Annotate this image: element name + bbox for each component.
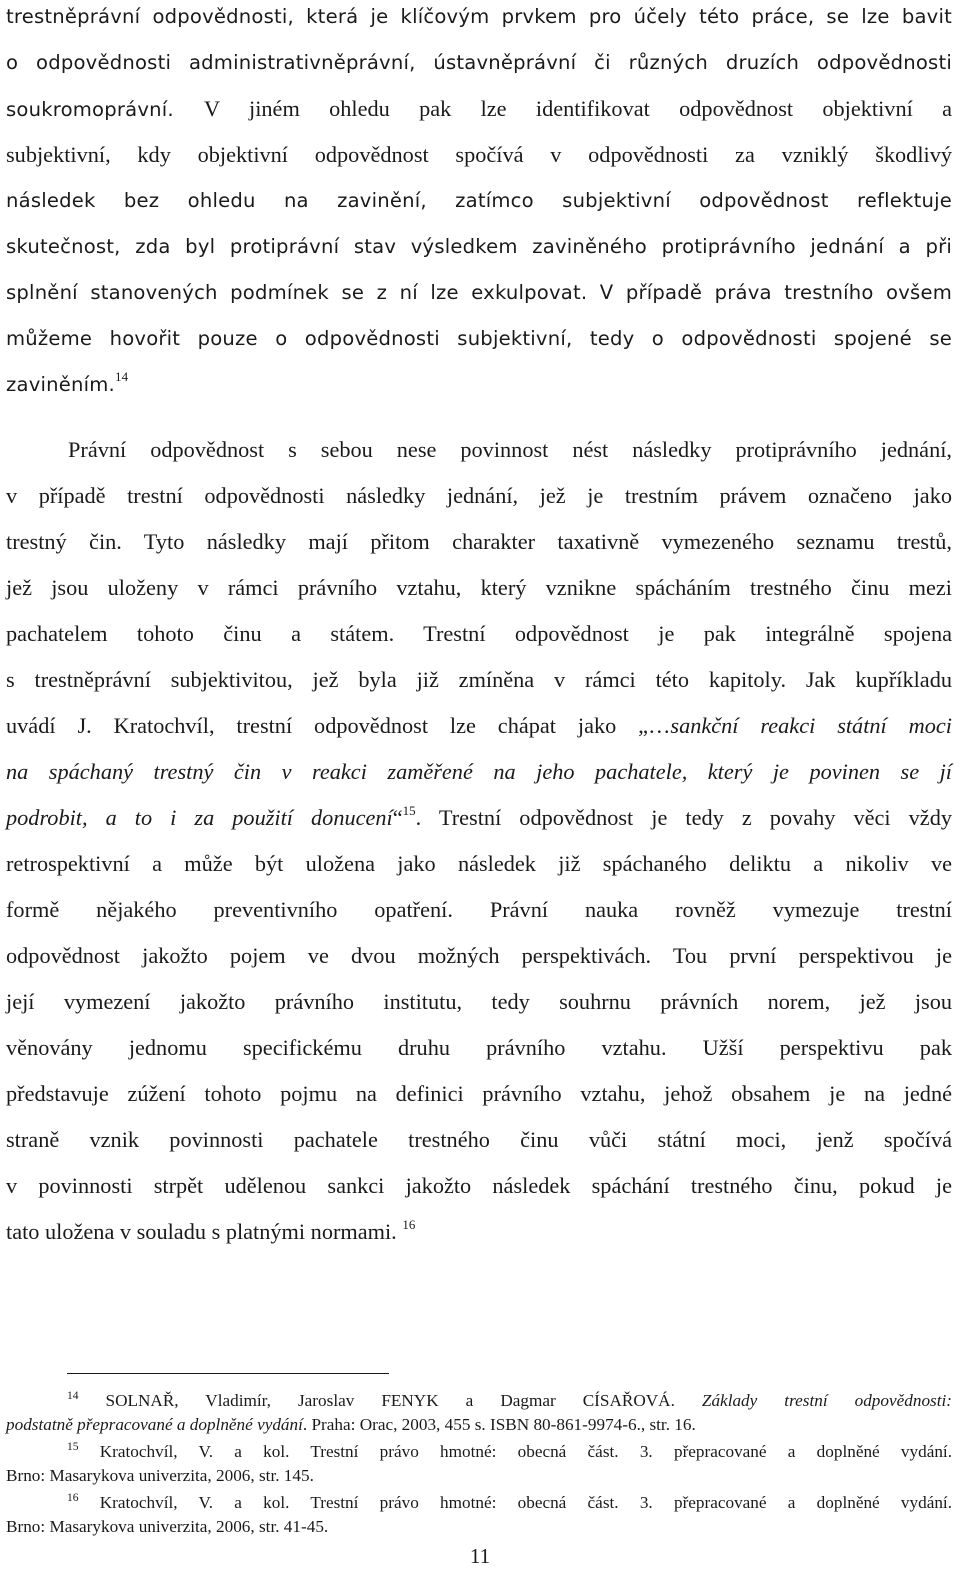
body-text-line bbox=[6, 368, 952, 402]
body-text-line: jež jsou uloženy v rámci právního vztahu, který vznikne spácháním trestného činu mezi bbox=[6, 575, 952, 600]
body-text-line bbox=[6, 92, 952, 126]
quotation-text: sankční reakci státní moci bbox=[670, 713, 952, 738]
footnote-number: 14 bbox=[67, 1390, 79, 1402]
footnote-15-cont: Brno: Masarykova univerzita, 2006, str. 145. bbox=[6, 1466, 314, 1485]
body-text-line bbox=[6, 1215, 952, 1249]
closing-quote: “ bbox=[392, 805, 403, 830]
body-text-segment: tato uložena v souladu s platnými normami. bbox=[6, 1219, 403, 1244]
footnote-authors bbox=[79, 1391, 106, 1410]
body-text-line: pachatelem tohoto činu a státem. Trestní odpovědnost je pak integrálně spojena bbox=[6, 621, 952, 646]
page-number: 11 bbox=[469, 1544, 491, 1568]
body-text-line: straně vznik povinnosti pachatele trestného činu vůči státní moci, jenž spočívá bbox=[6, 1127, 952, 1152]
body-text-line: její vymezení jakožto právního institutu, tedy souhrnu právních norem, jež jsou bbox=[6, 989, 952, 1014]
body-text-segment: uvádí J. Kratochvíl, trestní odpovědnost lze chápat jako „… bbox=[6, 713, 671, 738]
body-text-line: trestněprávní odpovědnosti, která je klíčovým prvkem pro účely této práce, se lze bavit bbox=[6, 5, 952, 28]
footnote-14-cont bbox=[6, 1413, 952, 1437]
body-text-line: skutečnost, zda byl protiprávní stav výsledkem zaviněného protiprávního jednání a při bbox=[6, 235, 952, 258]
footnote-number: 16 bbox=[67, 1492, 79, 1504]
body-text-segment: V jiném ohledu pak lze identifikovat odpovědnost objektivní a bbox=[204, 96, 953, 121]
body-text-line: s trestněprávní subjektivitou, jež byla již zmíněna v rámci této kapitoly. Jak kupříkladu bbox=[6, 667, 952, 692]
body-text-line: formě nějakého preventivního opatření. Právní nauka rovněž vymezuje trestní bbox=[6, 897, 952, 922]
body-text-line: v povinnosti strpět udělenou sankci jakožto následek spáchání trestného činu, pokud je bbox=[6, 1173, 952, 1198]
body-text-segment: soukromoprávní. bbox=[6, 98, 204, 121]
footnote-text: Kratochvíl, V. a kol. Trestní právo hmotné: obecná část. 3. přepracované a doplněné vydání. bbox=[99, 1442, 952, 1461]
body-text-line: můžeme hovořit pouze o odpovědnosti subjektivní, tedy o odpovědnosti spojené se bbox=[6, 327, 952, 350]
footnote-separator bbox=[67, 1373, 389, 1374]
body-text-line: trestný čin. Tyto následky mají přitom charakter taxativně vymezeného seznamu trestů, bbox=[6, 529, 952, 554]
body-text-line: věnovány jednomu specifickému druhu právního vztahu. Užší perspektivu pak bbox=[6, 1035, 952, 1060]
footnote-text: . Praha: Orac, 2003, 455 s. ISBN 80-861-9974-6., str. 16. bbox=[302, 1415, 696, 1434]
footnote-ref-14[interactable]: 14 bbox=[114, 369, 129, 384]
body-text-line bbox=[6, 801, 952, 835]
body-text-line: subjektivní, kdy objektivní odpovědnost spočívá v odpovědnosti za vzniklý škodlivý bbox=[6, 142, 952, 167]
body-text-line: následek bez ohledu na zavinění, zatímco subjektivní odpovědnost reflektuje bbox=[6, 189, 952, 212]
body-text-line: odpovědnost jakožto pojem ve dvou možných perspektivách. Tou první perspektivou je bbox=[6, 943, 952, 968]
footnote-16-cont: Brno: Masarykova univerzita, 2006, str. 41-45. bbox=[6, 1517, 329, 1536]
footnote-number: 15 bbox=[67, 1441, 79, 1453]
footnote-ref-16[interactable]: 16 bbox=[402, 1217, 416, 1232]
footnote-14 bbox=[67, 1389, 952, 1413]
body-text-line bbox=[6, 709, 952, 743]
body-text-line: retrospektivní a může být uložena jako následek již spáchaného deliktu a nikoliv ve bbox=[6, 851, 952, 876]
body-text-line: splnění stanovených podmínek se z ní lze exkulpovat. V případě práva trestního ovšem bbox=[6, 281, 952, 304]
body-text-segment: zaviněním. bbox=[6, 373, 115, 396]
footnote-authors: SOLNAŘ, Vladimír, Jaroslav FENYK a Dagmar CÍSAŘOVÁ. bbox=[105, 1391, 675, 1410]
body-text-line: Právní odpovědnost s sebou nese povinnost nést následky protiprávního jednání, bbox=[68, 437, 952, 462]
body-text-line: v případě trestní odpovědnosti následky jednání, jež je trestním právem označeno jako bbox=[6, 483, 952, 508]
footnote-title: podstatně přepracované a doplněné vydání bbox=[6, 1415, 303, 1434]
footnote-title: Základy trestní odpovědnosti: bbox=[701, 1391, 952, 1410]
footnote-text: Kratochvíl, V. a kol. Trestní právo hmotné: obecná část. 3. přepracované a doplněné vydání. bbox=[99, 1493, 952, 1512]
footnote-16 bbox=[67, 1491, 952, 1515]
body-text-line: o odpovědnosti administrativněprávní, ústavněprávní či různých druzích odpovědnosti bbox=[6, 51, 952, 74]
body-text-segment: . Trestní odpovědnost je tedy z povahy věci vždy bbox=[415, 805, 952, 830]
footnote-15 bbox=[67, 1440, 952, 1464]
footnote-ref-15[interactable]: 15 bbox=[402, 803, 416, 818]
body-text-line: představuje zúžení tohoto pojmu na definici právního vztahu, jehož obsahem je na jedné bbox=[6, 1081, 952, 1106]
quotation-text: podrobit, a to i za použití donucení bbox=[6, 805, 393, 830]
quotation-text: na spáchaný trestný čin v reakci zaměřené na jeho pachatele, který je povinen se jí bbox=[6, 759, 952, 784]
